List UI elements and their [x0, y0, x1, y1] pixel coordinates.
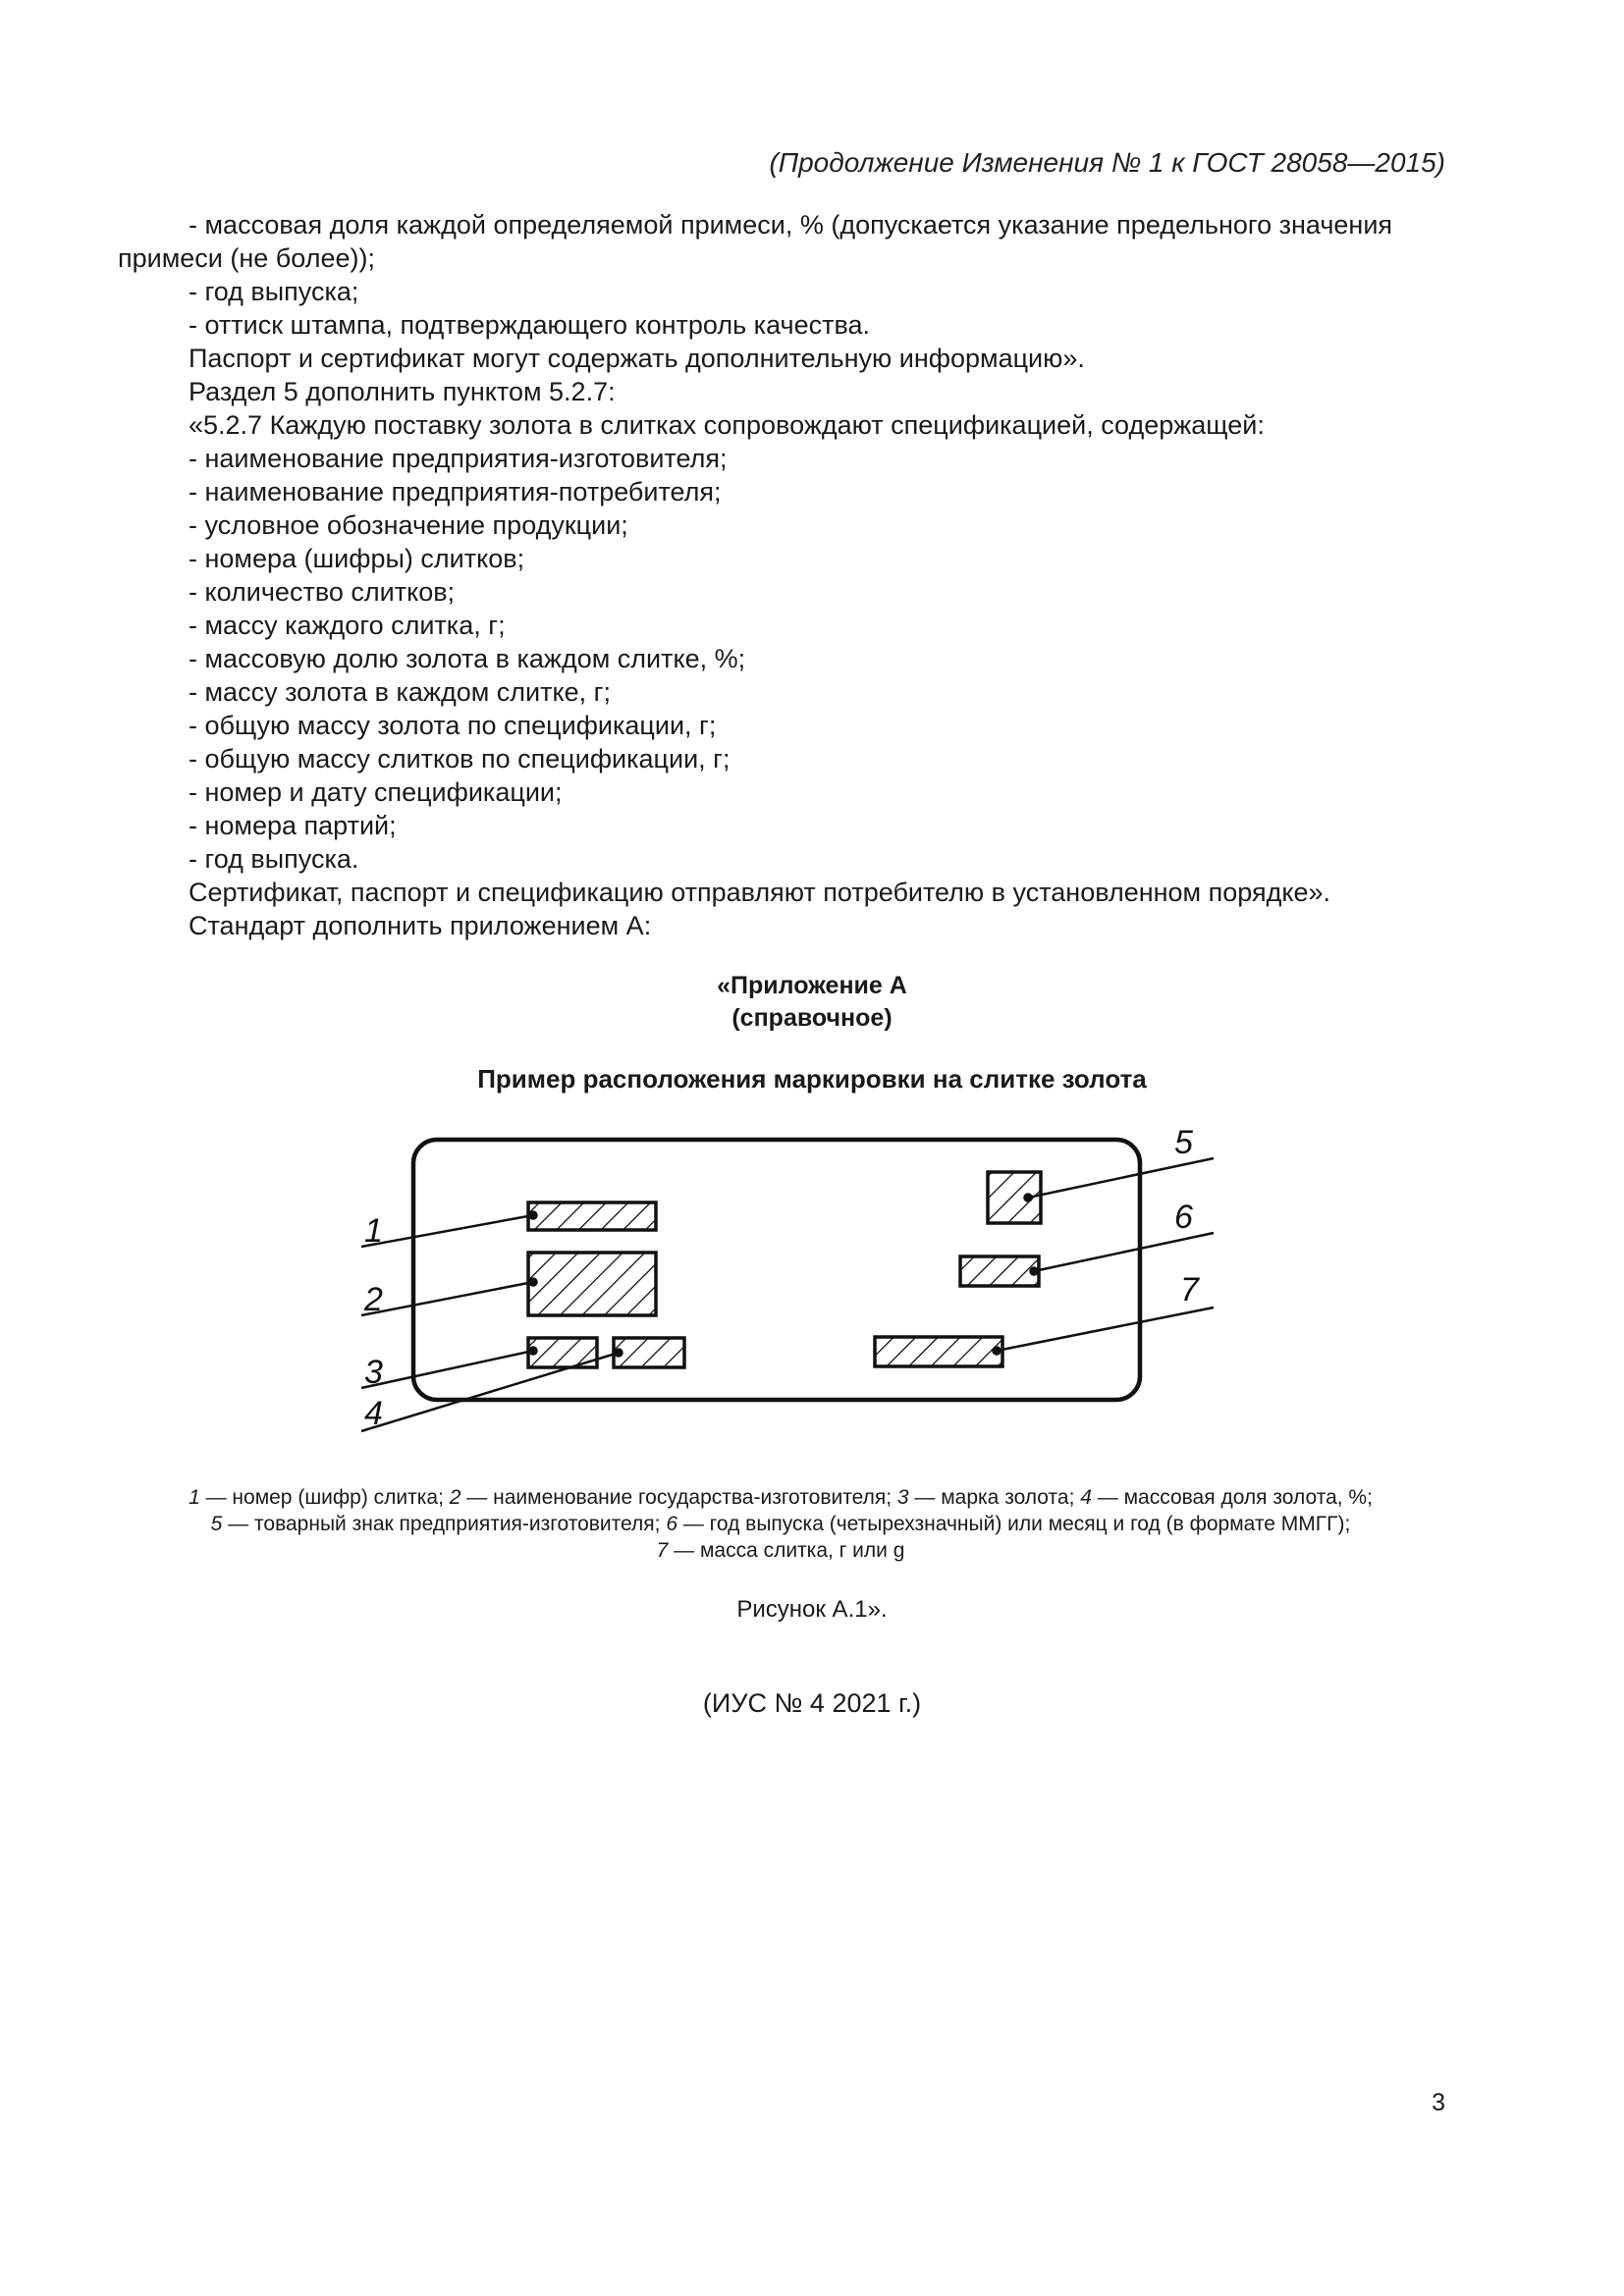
leader-line-7: [997, 1308, 1214, 1351]
appendix-heading: Пример расположения маркировки на слитке золота: [477, 1064, 1147, 1094]
callout-label-1: 1: [364, 1212, 383, 1250]
ingot-marking-figure: [0, 1119, 1624, 1453]
leader-line-6: [1034, 1233, 1214, 1271]
list-item: - общую массу золота по спецификации, г;: [189, 711, 717, 740]
list-item: - массовую долю золота в каждом слитке, %;: [189, 644, 746, 673]
legend-num: 1: [189, 1486, 200, 1509]
legend-text: — товарный знак предприятия-изготовителя;: [222, 1513, 667, 1535]
callout-label-2: 2: [364, 1281, 383, 1318]
legend-text: — массовая доля золота, %;: [1091, 1486, 1373, 1509]
legend-num: 6: [666, 1513, 677, 1535]
paragraph: Сертификат, паспорт и спецификацию отправляют потребителю в установленном порядке».: [189, 878, 1330, 907]
paragraph: «5.2.7 Каждую поставку золота в слитках сопровождают спецификацией, содержащей:: [189, 410, 1265, 440]
mark-field-4: [614, 1338, 684, 1367]
list-item: - массу золота в каждом слитке, г;: [189, 677, 611, 707]
leader-line-4: [361, 1353, 619, 1431]
page-number: 3: [1432, 2089, 1445, 2116]
figure-legend: [118, 1484, 1443, 1564]
legend-line: [118, 1511, 1443, 1537]
legend-text: — номер (шифр) слитка;: [199, 1486, 450, 1509]
callout-label-4: 4: [364, 1395, 383, 1432]
legend-line: [118, 1484, 1443, 1511]
body-text: [118, 208, 1443, 942]
legend-num: 2: [449, 1486, 461, 1509]
leader-dot-3: [530, 1348, 537, 1355]
legend-text: — год выпуска (четырехзначный) или месяц и год (в формате ММГГ);: [677, 1513, 1351, 1535]
paragraph: - год выпуска;: [189, 277, 359, 306]
mark-field-2: [528, 1253, 656, 1315]
leader-dot-7: [994, 1348, 1001, 1355]
running-header: (Продолжение Изменения № 1 к ГОСТ 28058—2015): [769, 147, 1445, 178]
leader-line-2: [361, 1282, 533, 1315]
mark-field-6: [960, 1256, 1039, 1286]
appendix-subtitle: (справочное): [731, 1004, 893, 1032]
paragraph: Раздел 5 дополнить пунктом 5.2.7:: [189, 377, 616, 406]
legend-text: — наименование государства-изготовителя;: [460, 1486, 897, 1509]
legend-num: 5: [210, 1513, 223, 1535]
callout-label-7: 7: [1180, 1271, 1199, 1308]
paragraph: Стандарт дополнить приложением А:: [189, 911, 652, 940]
list-item: - наименование предприятия-потребителя;: [189, 477, 722, 507]
list-item: - условное обозначение продукции;: [189, 510, 628, 540]
callout-label-5: 5: [1174, 1124, 1193, 1161]
list-item: - номера (шифры) слитков;: [189, 544, 525, 573]
legend-num: 7: [656, 1539, 669, 1562]
ingot-diagram: [0, 1119, 1624, 1453]
paragraph: - оттиск штампа, подтверждающего контроль качества.: [189, 310, 871, 340]
legend-num: 3: [896, 1486, 909, 1509]
leader-dot-5: [1025, 1195, 1032, 1201]
list-item: - массу каждого слитка, г;: [189, 611, 506, 640]
leader-dot-1: [530, 1212, 537, 1219]
leader-line-3: [361, 1351, 533, 1388]
leader-dot-2: [530, 1279, 537, 1286]
legend-num: 4: [1080, 1486, 1092, 1509]
legend-line: [118, 1537, 1443, 1564]
list-item: - год выпуска.: [189, 844, 359, 874]
callout-label-6: 6: [1174, 1199, 1193, 1236]
mark-field-1: [528, 1202, 656, 1230]
callout-label-3: 3: [364, 1354, 383, 1391]
list-item: - общую массу слитков по спецификации, г;: [189, 744, 731, 774]
list-item: - номер и дату спецификации;: [189, 777, 563, 807]
ius-reference: (ИУС № 4 2021 г.): [702, 1688, 922, 1718]
paragraph: - массовая доля каждой определяемой примеси, % (допускается указание предельного значения примеси (не более));: [118, 210, 1393, 273]
list-item: - номера партий;: [189, 811, 397, 840]
leader-dot-6: [1031, 1268, 1038, 1275]
leader-dot-4: [616, 1350, 623, 1357]
appendix-title: «Приложение А: [717, 972, 907, 999]
legend-text: — марка золота;: [908, 1486, 1081, 1509]
list-item: - количество слитков;: [189, 577, 456, 607]
list-item: - наименование предприятия-изготовителя;: [189, 444, 728, 473]
paragraph: Паспорт и сертификат могут содержать дополнительную информацию».: [189, 344, 1085, 373]
legend-text: — масса слитка, г или g: [668, 1539, 905, 1562]
figure-title: Рисунок А.1».: [736, 1596, 888, 1623]
leader-line-1: [361, 1215, 533, 1247]
leader-line-5: [1028, 1158, 1214, 1198]
mark-field-7: [875, 1337, 1002, 1366]
